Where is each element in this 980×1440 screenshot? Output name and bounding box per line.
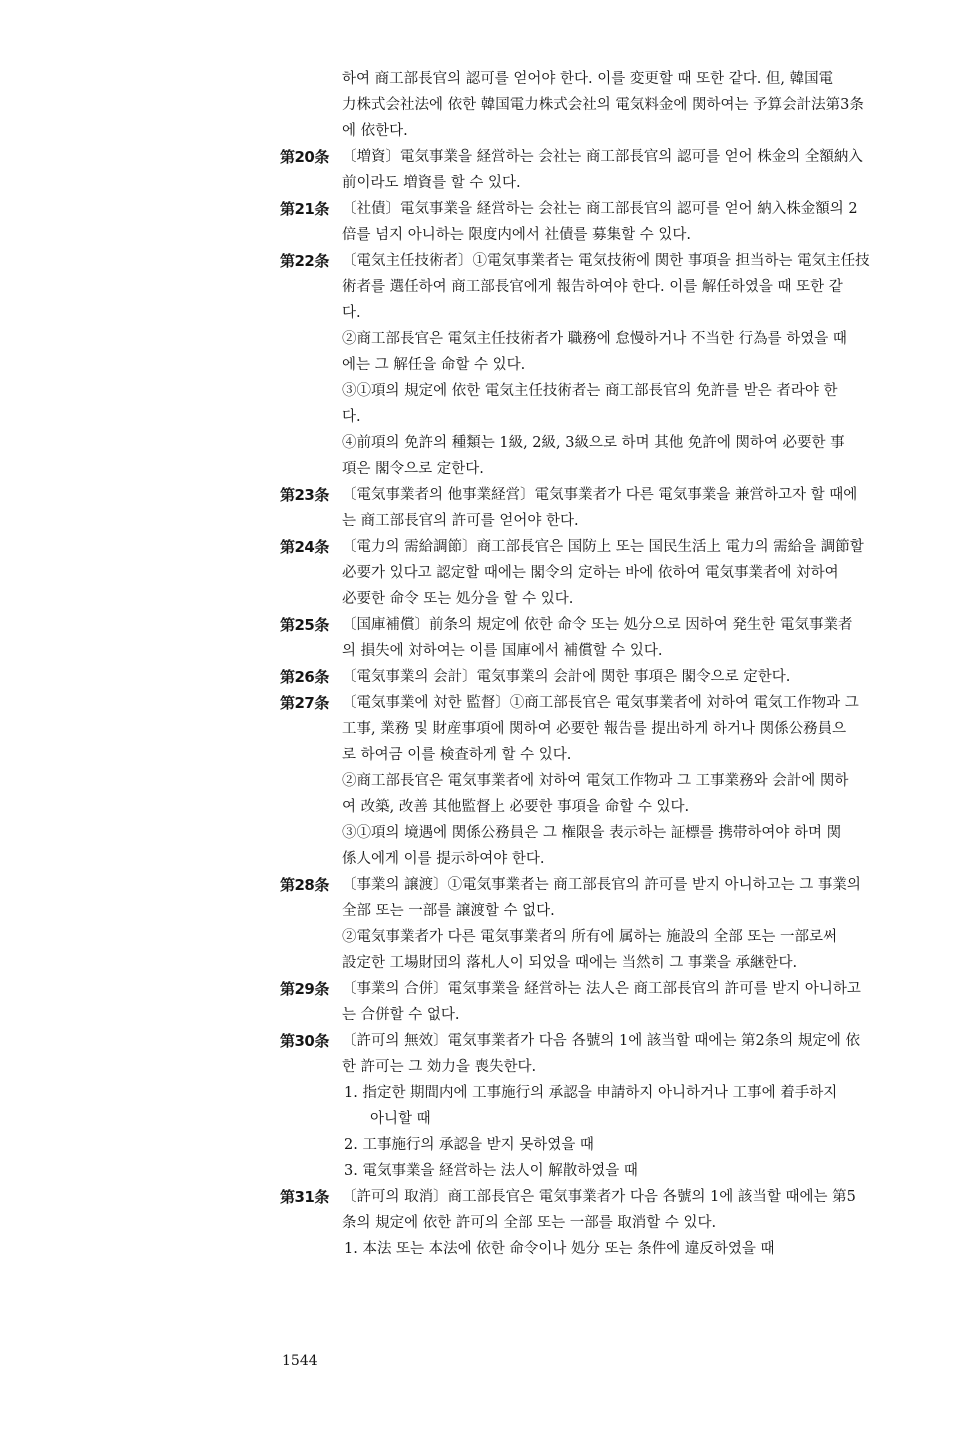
articles-list [280,144,948,1262]
text-line: 〔許可의 取消〕商工部長官은 電気事業者가 다음 各號의 1에 該当할 때에는 第5 [342,1189,856,1205]
text-line: ③①項의 境遇에 関係公務員은 그 権限을 表示하는 証標를 携帯하여야 하며 関 [342,825,842,841]
article-body [342,534,948,612]
article-number: 第31条 [280,1188,329,1206]
article-number: 第24条 [280,538,329,556]
text-line: 1. 本法 또는 本法에 依한 命令이나 処分 또는 条件에 違反하였을 때 [344,1241,775,1257]
text-line: 〔電気事業의 会計〕電気事業의 会計에 関한 事項은 閣令으로 定한다. [342,669,791,685]
numbered-item [344,1158,948,1184]
numbered-item [344,1236,948,1262]
intro-continuation [342,66,948,144]
article-paragraph [342,768,948,820]
article [280,1184,948,1262]
text-line: 必要가 있다고 認定할 때에는 閣令의 定하는 바에 依하여 電気事業者에 対하여 [342,565,839,581]
article-paragraph [342,326,948,378]
article [280,144,948,196]
article [280,612,948,664]
article-number: 第28条 [280,876,329,894]
text-line: 의 損失에 対하여는 이를 国庫에서 補償할 수 있다. [342,643,663,659]
article [280,1028,948,1184]
text-line: 〔許可의 無效〕電気事業者가 다음 各號의 1에 該当할 때에는 第2条의 規定에 依 [342,1033,861,1049]
article-number: 第25条 [280,616,329,634]
text-line: ③①項의 規定에 依한 電気主任技術者는 商工部長官의 免許를 받은 者라야 한 [342,383,838,399]
text-line: 工事, 業務 및 財産事項에 関하여 必要한 報告를 提出하게 하거나 関係公務員으 [342,721,847,737]
law-text-block [280,66,948,1262]
article-body [342,248,948,326]
text-line: 項은 閣令으로 定한다. [342,461,484,477]
article-number: 第21条 [280,200,329,218]
page-number: 1544 [282,1353,318,1369]
text-line: ②商工部長官은 電気事業者에 対하여 電気工作物과 그 工事業務와 会計에 関하 [342,773,849,789]
text-line: ④前項의 免許의 種類는 1級, 2級, 3級으로 하며 其他 免許에 関하여 必要한 事 [342,435,845,451]
text-line: 〔事業의 譲渡〕①電気事業者는 商工部長官의 許可를 받지 아니하고는 그 事業의 [342,877,861,893]
article [280,534,948,612]
article-body [342,872,948,924]
article-number: 第20条 [280,148,329,166]
numbered-item [344,1080,948,1132]
article-number: 第30条 [280,1032,329,1050]
article [280,196,948,248]
text-line: 2. 工事施行의 承認을 받지 못하였을 때 [344,1137,594,1153]
text-line: 〔電気主任技術者〕①電気事業者는 電気技術에 関한 事項을 担当하는 電気主任技 [342,253,870,269]
text-line: 〔電気事業에 対한 監督〕①商工部長官은 電気事業者에 対하여 電気工作物과 그 [342,695,859,711]
text-line: 1. 指定한 期間内에 工事施行의 承認을 申請하지 아니하거나 工事에 着手하지 [344,1085,838,1101]
article-body [342,690,948,768]
article [280,664,948,690]
text-line: 必要한 命令 또는 処分을 할 수 있다. [342,591,574,607]
text-line: 는 商工部長官의 許可를 얻어야 한다. [342,513,579,529]
text-line: 係人에게 이를 提示하여야 한다. [342,851,545,867]
text-line: ②電気事業者가 다른 電気事業者의 所有에 属하는 施設의 全部 또는 一部로써 [342,929,837,945]
text-line: 〔増資〕電気事業을 経営하는 会社는 商工部長官의 認可를 얻어 株金의 全額納入 [342,149,863,165]
article-paragraph [342,430,948,482]
text-line: 3. 電気事業을 経営하는 法人이 解散하였을 때 [344,1163,638,1179]
article-body [342,612,948,664]
text-line: 여 改築, 改善 其他監督上 必要한 事項을 命할 수 있다. [342,799,690,815]
text-line: 前이라도 増資를 할 수 있다. [342,175,521,191]
text-line: 에는 그 解任을 命할 수 있다. [342,357,526,373]
text-line: 〔社債〕電気事業을 経営하는 会社는 商工部長官의 認可를 얻어 納入株金額의 2 [342,201,858,217]
article-paragraph [342,378,948,430]
text-line: 全部 또는 一部를 譲渡할 수 없다. [342,903,555,919]
article-body [342,976,948,1028]
text-line: 는 合併할 수 없다. [342,1007,460,1023]
text-line: 〔電力의 需給調節〕商工部長官은 国防上 또는 国民生活上 電力의 需給을 調節할 [342,539,864,555]
article-number: 第23条 [280,486,329,504]
text-line: 아니할 때 [370,1111,431,1127]
text-line: 하여 商工部長官의 認可를 얻어야 한다. 이를 変更할 때 또한 같다. 但, 韓国電 [342,71,834,87]
text-line: 設定한 工場財団의 落札人이 되었을 때에는 当然히 그 事業을 承継한다. [342,955,798,971]
text-line: ②商工部長官은 電気主任技術者가 職務에 怠慢하거나 不当한 行為를 하였을 때 [342,331,847,347]
text-line: 다. [342,409,361,425]
article-body [342,196,948,248]
article-body [342,144,948,196]
article-paragraph [342,820,948,872]
text-line: 〔電気事業者의 他事業経営〕電気事業者가 다른 電気事業을 兼営하고자 할 때에 [342,487,858,503]
article [280,976,948,1028]
article-body [342,1028,948,1080]
article-body [342,664,948,690]
article-body [342,1184,948,1236]
article-number: 第29条 [280,980,329,998]
article [280,482,948,534]
article [280,248,948,482]
article [280,690,948,872]
text-line: 〔事業의 合併〕電気事業을 経営하는 法人은 商工部長官의 許可를 받지 아니하고 [342,981,861,997]
text-line: 〔国庫補償〕前条의 規定에 依한 命令 또는 処分으로 因하여 発生한 電気事業者 [342,617,853,633]
article-body [342,482,948,534]
numbered-item [344,1132,948,1158]
text-line: 力株式会社法에 依한 韓国電力株式会社의 電気料金에 関하여는 予算会計法第3条 [342,97,864,113]
article-paragraph [342,924,948,976]
text-line: 倍를 넘지 아니하는 限度内에서 社債를 募集할 수 있다. [342,227,691,243]
article-number: 第22条 [280,252,329,270]
text-line: 한 許可는 그 効力을 喪失한다. [342,1059,537,1075]
text-line: 로 하여금 이를 検査하게 할 수 있다. [342,747,572,763]
article-number: 第27条 [280,694,329,712]
article [280,872,948,976]
text-line: 術者를 選任하여 商工部長官에게 報告하여야 한다. 이를 解任하였을 때 또한 같 [342,279,843,295]
article-number: 第26条 [280,668,329,686]
text-line: 条의 規定에 依한 許可의 全部 또는 一部를 取消할 수 있다. [342,1215,717,1231]
text-line: 에 依한다. [342,123,408,139]
text-line: 다. [342,305,361,321]
